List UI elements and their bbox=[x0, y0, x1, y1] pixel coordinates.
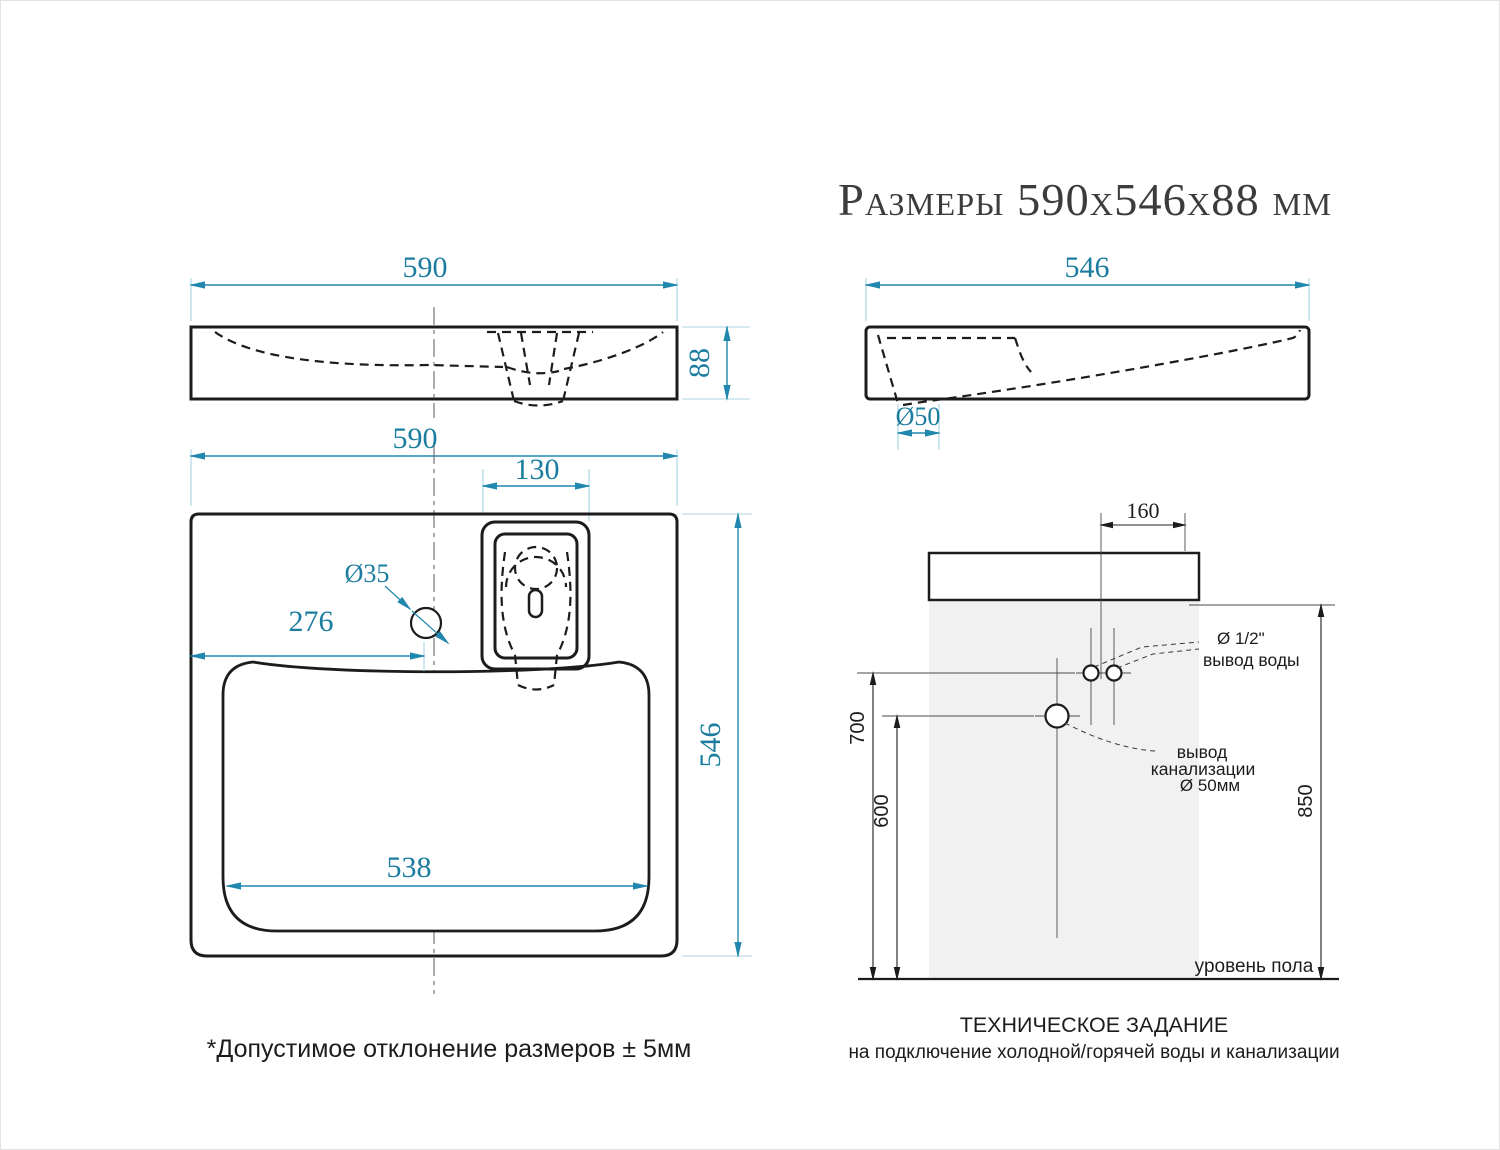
drain-height-dimension: 600 bbox=[871, 794, 893, 828]
sink-slab bbox=[929, 553, 1199, 600]
top-view bbox=[191, 422, 752, 994]
sewer-label-line2: канализации bbox=[1150, 759, 1256, 779]
side-hidden-basin-slope bbox=[903, 330, 1300, 405]
front-hidden-funnel-inner bbox=[521, 333, 557, 385]
water-height-dimension: 700 bbox=[847, 711, 869, 745]
side-drain-dimension: Ø50 bbox=[895, 402, 941, 431]
bowl-width-dimension: 538 bbox=[386, 851, 432, 884]
front-width-dimension: 590 bbox=[402, 251, 448, 284]
sewer-outlet bbox=[1046, 705, 1069, 728]
sewer-label-line1: вывод bbox=[1176, 742, 1228, 762]
page-title: Размеры 590x546x88 мм bbox=[838, 174, 1332, 225]
recess-width-dimension: 130 bbox=[514, 453, 560, 486]
floor-level-label: уровень пола bbox=[1194, 956, 1314, 977]
side-view bbox=[866, 251, 1309, 450]
water-outlet-size-label: Ø 1/2" bbox=[1217, 629, 1265, 648]
front-hidden-basin-profile bbox=[215, 332, 503, 367]
front-height-dimension: 88 bbox=[683, 348, 716, 378]
front-view bbox=[191, 251, 750, 418]
top-depth-dimension: 546 bbox=[694, 722, 727, 768]
front-hidden-funnel-bottom bbox=[514, 401, 563, 406]
drain-hidden-circle bbox=[515, 547, 557, 589]
top-width-dimension: 590 bbox=[392, 422, 438, 455]
overflow-slot bbox=[529, 590, 542, 617]
tolerance-note: *Допустимое отклонение размеров ± 5мм bbox=[206, 1035, 692, 1063]
tap-offset-dimension: 160 bbox=[1126, 498, 1160, 523]
water-outlet-left bbox=[1084, 666, 1099, 681]
water-outlet-right bbox=[1107, 666, 1122, 681]
side-hidden-drain-left bbox=[878, 335, 899, 407]
bowl-outline bbox=[223, 662, 649, 931]
faucet-hole-dimension: Ø35 bbox=[344, 559, 390, 588]
side-width-dimension: 546 bbox=[1064, 251, 1110, 284]
installation-diagram bbox=[847, 498, 1340, 1063]
water-outlet-label: вывод воды bbox=[1203, 650, 1300, 670]
installation-caption-line1: ТЕХНИЧЕСКОЕ ЗАДАНИЕ bbox=[959, 1013, 1229, 1037]
wall-area bbox=[929, 602, 1199, 979]
side-hidden-recess-right bbox=[1015, 338, 1031, 372]
rim-height-dimension: 850 bbox=[1295, 784, 1317, 818]
faucet-offset-dimension: 276 bbox=[288, 605, 334, 638]
sewer-size-label: Ø 50мм bbox=[1179, 776, 1241, 795]
drawing-canvas bbox=[1, 1, 1500, 1150]
faucet-leader-upper bbox=[385, 586, 410, 609]
installation-caption-line2: на подключение холодной/горячей воды и канализации bbox=[848, 1042, 1340, 1063]
